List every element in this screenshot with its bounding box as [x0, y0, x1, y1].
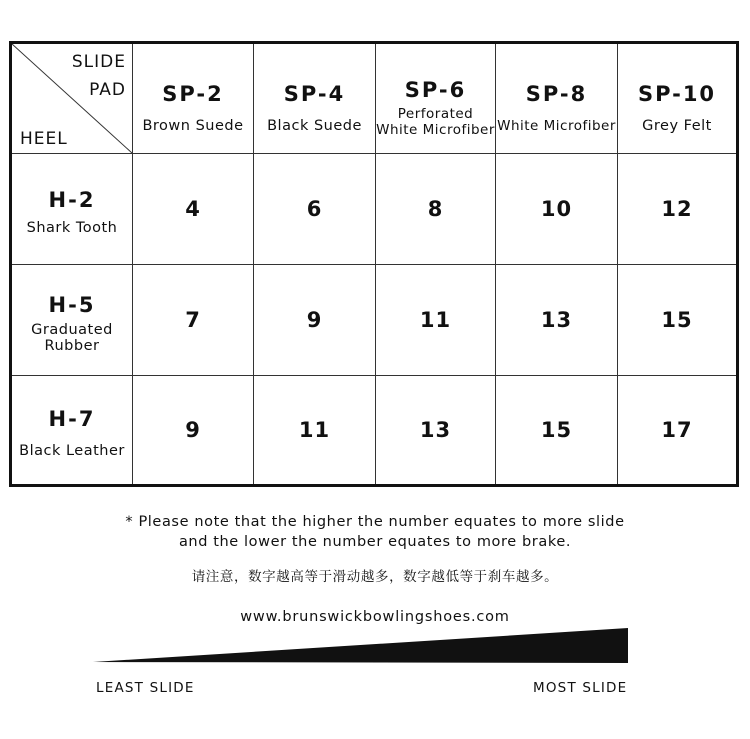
pad-header-sp2 [133, 44, 254, 154]
slide-value: 4 [185, 197, 201, 221]
slide-value: 11 [298, 418, 331, 442]
pad-label: PAD [89, 80, 126, 100]
pad-name-line2: White Microfiber [376, 121, 495, 138]
heel-name: Shark Tooth [26, 220, 118, 236]
heel-name [31, 322, 113, 354]
value-cell [618, 265, 736, 376]
heel-code: H-7 [48, 407, 96, 431]
heel-name: Black Leather [19, 443, 125, 459]
pad-code: SP-10 [637, 81, 717, 106]
heel-header-h5 [12, 265, 133, 376]
heel-code: H-2 [48, 188, 96, 212]
pad-name: Black Suede [267, 117, 362, 134]
slide-value: 15 [661, 308, 693, 332]
value-cell [133, 154, 254, 265]
pad-header-sp10 [618, 44, 736, 154]
slide-scale-wedge [93, 628, 629, 664]
slide-value: 6 [306, 197, 323, 221]
slide-value: 9 [306, 308, 323, 332]
heel-label: HEEL [20, 129, 68, 149]
slide-label: SLIDE [71, 52, 126, 72]
note-english-line1: * Please note that the higher the number equates to more slide [125, 514, 625, 530]
value-cell [618, 376, 736, 484]
pad-name-line1: Perforated [397, 105, 474, 122]
value-cell [496, 376, 618, 484]
slide-value: 13 [419, 418, 452, 442]
slide-value: 15 [540, 418, 573, 442]
heel-code: H-5 [48, 292, 96, 317]
pad-header-sp6 [376, 44, 496, 154]
slide-value: 10 [540, 197, 573, 221]
pad-name: White Microfiber [497, 117, 616, 134]
heel-header-h2 [12, 154, 133, 265]
slide-value: 12 [661, 197, 693, 221]
value-cell [133, 376, 254, 484]
slide-value: 17 [661, 418, 693, 442]
website-url: www.brunswickbowlingshoes.com [240, 609, 510, 625]
pad-code: SP-6 [404, 77, 467, 102]
value-cell [496, 154, 618, 265]
least-slide-label: LEAST SLIDE [96, 680, 195, 696]
heel-name-line2: Rubber [44, 337, 100, 354]
pad-header-sp8 [496, 44, 618, 154]
corner-header-cell [12, 44, 133, 154]
value-cell [376, 376, 496, 484]
pad-name: Grey Felt [642, 117, 712, 134]
most-slide-label: MOST SLIDE [533, 680, 628, 696]
slide-chart-table [9, 41, 739, 487]
pad-name [376, 106, 495, 138]
value-cell [376, 265, 496, 376]
value-cell [376, 154, 496, 265]
slide-value: 11 [419, 308, 452, 332]
value-cell [496, 265, 618, 376]
value-cell [254, 265, 376, 376]
pad-name: Brown Suede [142, 117, 244, 134]
note-english-line2: and the lower the number equates to more brake. [178, 534, 572, 550]
value-cell [254, 376, 376, 484]
pad-header-sp4 [254, 44, 376, 154]
heel-name-line1: Graduated [31, 321, 113, 338]
value-cell [618, 154, 736, 265]
slide-value: 9 [185, 418, 201, 442]
note-chinese: 请注意，数字越高等于滑动越多，数字越低等于刹车越多。 [191, 569, 559, 585]
slide-value: 8 [427, 197, 444, 221]
heel-header-h7 [12, 376, 133, 484]
pad-code: SP-2 [162, 81, 224, 106]
value-cell [254, 154, 376, 265]
value-cell [133, 265, 254, 376]
pad-code: SP-4 [283, 81, 346, 106]
slide-value: 7 [185, 308, 201, 332]
slide-value: 13 [540, 308, 573, 332]
pad-code: SP-8 [525, 81, 588, 106]
